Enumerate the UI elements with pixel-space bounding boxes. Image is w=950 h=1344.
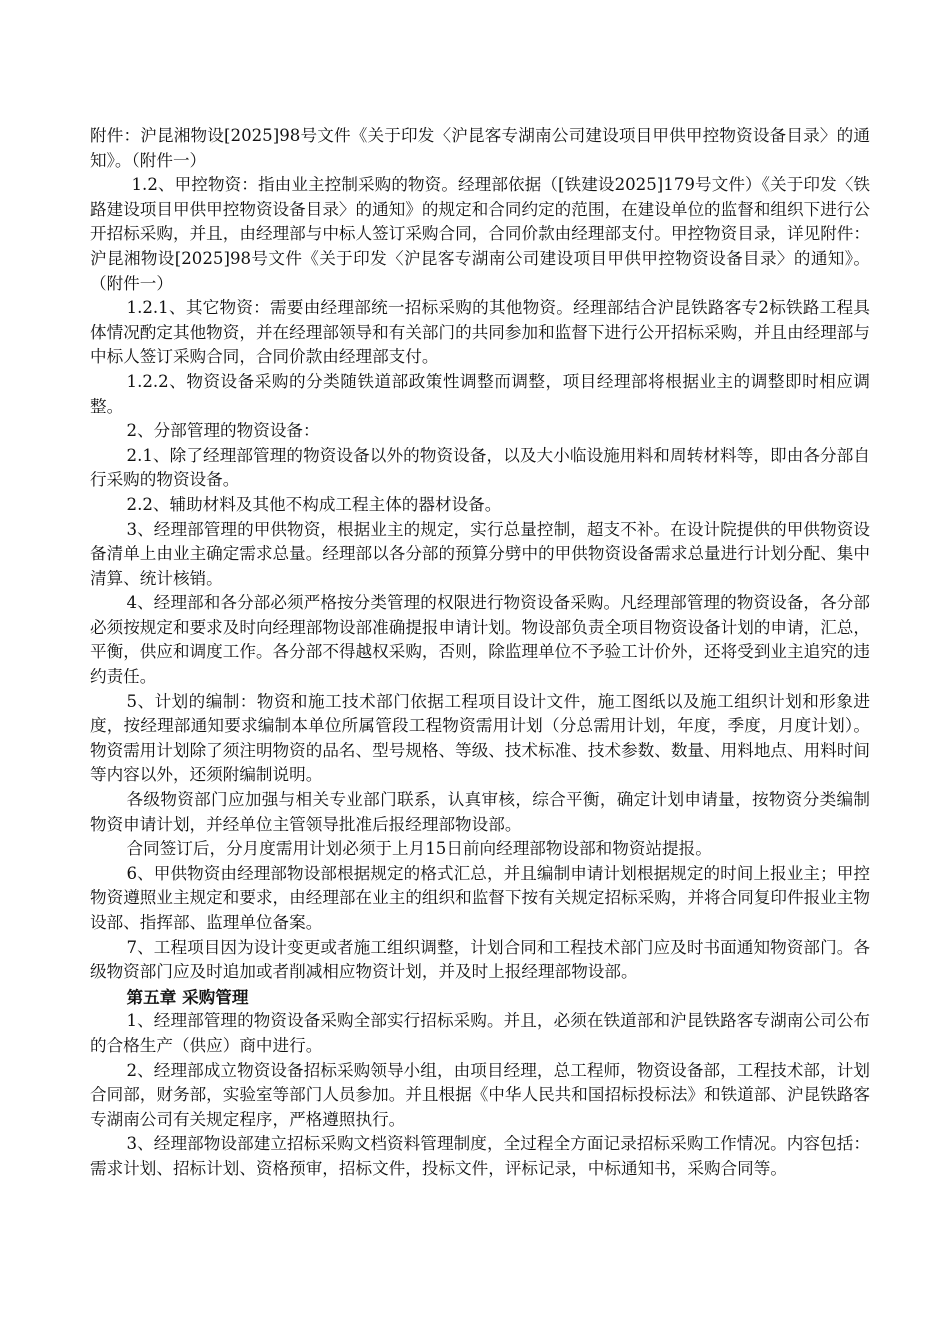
paragraph-5-note-b: 合同签订后，分月度需用计划必须于上月15日前向经理部物设部和物资站提报。 — [126, 839, 712, 859]
paragraph-3: 3、经理部管理的甲供物资，根据业主的规定，实行总量控制，超支不补。在设计院提供的甲供物资设备清单上由业主确定需求总量。经理部以各分部的预算分劈中的甲供物资设备需求总量进行计划分配、集中清算、统计核销。 — [90, 519, 870, 588]
paragraph-attachment-note: 附件：沪昆湘物设[2025]98号文件《关于印发〈沪昆客专湖南公司建设项目甲供甲控物资设备目录〉的通知》。（附件一） — [90, 126, 870, 170]
paragraph-4: 4、经理部和各分部必须严格按分类管理的权限进行物资设备采购。凡经理部管理的物资设备，各分部必须按规定和要求及时向经理部物设部准确提报申请计划。物设部负责全项目物资设备计划的申请，汇总，平衡，供应和调度工作。各分部不得越权采购，否则，除监理单位不予验工计价外，还将受到业主追究的违约责任。 — [90, 593, 870, 687]
paragraph-6: 6、甲供物资由经理部物设部根据规定的格式汇总，并且编制申请计划根据规定的时间上报业主；甲控物资遵照业主规定和要求，由经理部在业主的组织和监督下按有关规定招标采购，并将合同复印件报业主物设部、指挥部、监理单位备案。 — [90, 863, 870, 932]
chapter-heading: 第五章 采购管理 — [126, 986, 249, 1007]
paragraph-2-1: 2.1、除了经理部管理的物资设备以外的物资设备，以及大小临设施用料和周转材料等，即由各分部自行采购的物资设备。 — [90, 445, 870, 490]
paragraph-5-note-a: 各级物资部门应加强与相关专业部门联系，认真审核，综合平衡，确定计划申请量，按物资分类编制物资申请计划，并经单位主管领导批准后报经理部物设部。 — [90, 790, 870, 834]
paragraph-5: 5、计划的编制：物资和施工技术部门依据工程项目设计文件，施工图纸以及施工组织计划和形象进度，按经理部通知要求编制本单位所属管段工程物资需用计划（分总需用计划，年度，季度，月度计划）。物资需用计划除了须注明物资的品名、型号规格、等级、技术标准、技术参数、数量、用料地点、用料时间等内容以外，还须附编制说明。 — [90, 691, 870, 785]
paragraph-1-2: 1.2、甲控物资：指由业主控制采购的物资。经理部依据（[铁建设2025]179号文件）《关于印发〈铁路建设项目甲供甲控物资设备目录〉的通知》的规定和合同约定的范围，在建设单位的监督和组织下进行公开招标采购，并且，由经理部与中标人签订采购合同，合同价款由经理部支付。甲控物资目录，详见附件：沪昆湘物设[2025]98号文件《关于印发〈沪昆客专湖南公司建设项目甲供甲控物资设备目录〉的通知》。（附件一） — [90, 175, 870, 293]
paragraph-ch5-3: 3、经理部物设部建立招标采购文档资料管理制度，全过程全方面记录招标采购工作情况。内容包括：需求计划、招标计划、资格预审，招标文件，投标文件，评标记录，中标通知书，采购合同等。 — [90, 1134, 870, 1178]
paragraph-2: 2、分部管理的物资设备： — [126, 421, 320, 441]
paragraph-2-2: 2.2、辅助材料及其他不构成工程主体的器材设备。 — [126, 494, 502, 514]
paragraph-7: 7、工程项目因为设计变更或者施工组织调整，计划合同和工程技术部门应及时书面通知物资部门。各级物资部门应及时追加或者削减相应物资计划，并及时上报经理部物设部。 — [90, 937, 870, 982]
paragraph-ch5-2: 2、经理部成立物资设备招标采购领导小组，由项目经理，总工程师，物资设备部，工程技术部，计划合同部，财务部，实验室等部门人员参加。并且根据《中华人民共和国招标投标法》和铁道部、沪昆铁路客专湖南公司有关规定程序，严格遵照执行。 — [90, 1060, 870, 1129]
paragraph-1-2-1: 1.2.1、其它物资：需要由经理部统一招标采购的其他物资。经理部结合沪昆铁路客专2标铁路工程具体情况酌定其他物资，并在经理部领导和有关部门的共同参加和监督下进行公开招标采购，并且由经理部与中标人签订采购合同，合同价款由经理部支付。 — [90, 298, 870, 367]
paragraph-ch5-1: 1、经理部管理的物资设备采购全部实行招标采购。并且，必须在铁道部和沪昆铁路客专湖南公司公布的合格生产（供应）商中进行。 — [90, 1011, 870, 1055]
document-body — [90, 124, 870, 1182]
paragraph-1-2-2: 1.2.2、物资设备采购的分类随铁道部政策性调整而调整，项目经理部将根据业主的调整即时相应调整。 — [90, 371, 870, 416]
